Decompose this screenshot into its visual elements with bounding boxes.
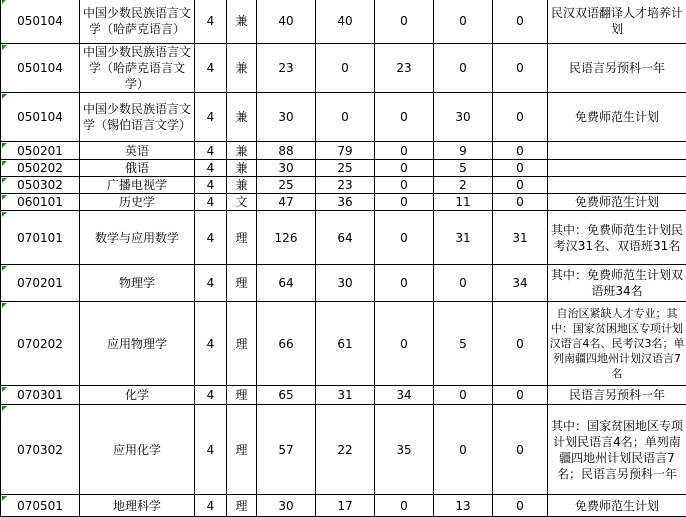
plan-total: 64 [257,265,316,302]
remark: 自治区紧缺人才专业；其中：国家贫困地区专项计划汉语言4名、民考汉3名；单列南疆四地州计划汉语言7名 [548,302,686,386]
plan-total: 30 [257,93,316,142]
plan-col-3: 0 [375,194,434,211]
subject-type: 兼 [227,0,257,44]
plan-total: 47 [257,194,316,211]
plan-col-3: 0 [375,142,434,160]
study-years: 4 [195,386,227,405]
plan-col-5: 0 [493,194,548,211]
plan-col-2: 61 [316,302,375,386]
study-years: 4 [195,405,227,495]
plan-col-4: 0 [434,386,493,405]
study-years: 4 [195,265,227,302]
plan-col-3: 34 [375,386,434,405]
plan-col-4: 13 [434,495,493,517]
major-code: 050104 [1,93,80,142]
plan-col-2: 22 [316,405,375,495]
table-row [1,142,686,160]
plan-col-2: 0 [316,93,375,142]
subject-type: 理 [227,386,257,405]
plan-col-4: 5 [434,302,493,386]
table-row [1,0,686,44]
subject-type: 理 [227,405,257,495]
plan-total: 126 [257,211,316,265]
plan-col-3: 0 [375,265,434,302]
remark: 民语言另预科一年 [548,386,686,405]
study-years: 4 [195,211,227,265]
plan-col-4: 31 [434,211,493,265]
plan-col-2: 0 [316,44,375,93]
remark [548,177,686,194]
plan-col-2: 64 [316,211,375,265]
major-code: 070101 [1,211,80,265]
plan-col-4: 11 [434,194,493,211]
subject-type: 文 [227,194,257,211]
plan-col-5: 34 [493,265,548,302]
major-name: 中国少数民族语言文学（锡伯语言文学） [80,93,195,142]
subject-type: 理 [227,302,257,386]
plan-col-2: 25 [316,160,375,177]
plan-col-2: 40 [316,0,375,44]
major-code: 070501 [1,495,80,517]
plan-total: 65 [257,386,316,405]
remark: 免费师范生计划 [548,93,686,142]
major-name: 英语 [80,142,195,160]
major-name: 数学与应用数学 [80,211,195,265]
remark: 免费师范生计划 [548,194,686,211]
plan-col-5: 31 [493,211,548,265]
major-name: 俄语 [80,160,195,177]
plan-col-4: 9 [434,142,493,160]
remark [548,160,686,177]
remark [548,142,686,160]
major-name: 中国少数民族语言文学（哈萨克语言） [80,0,195,44]
plan-col-3: 0 [375,93,434,142]
major-code: 050104 [1,0,80,44]
plan-col-4: 0 [434,44,493,93]
major-name: 历史学 [80,194,195,211]
subject-type: 理 [227,211,257,265]
plan-col-2: 36 [316,194,375,211]
subject-type: 兼 [227,44,257,93]
subject-type: 兼 [227,160,257,177]
table-row [1,495,686,517]
remark: 其中：国家贫困地区专项计划民语言4名；单列南疆四地州计划民语言7名；民语言另预科一年 [548,405,686,495]
remark: 民汉双语翻译人才培养计划 [548,0,686,44]
major-name: 地理科学 [80,495,195,517]
major-name: 化学 [80,386,195,405]
plan-total: 25 [257,177,316,194]
table-row [1,194,686,211]
study-years: 4 [195,194,227,211]
major-code: 070201 [1,265,80,302]
plan-col-4: 2 [434,177,493,194]
plan-col-3: 0 [375,177,434,194]
study-years: 4 [195,177,227,194]
subject-type: 兼 [227,177,257,194]
plan-col-3: 23 [375,44,434,93]
plan-total: 30 [257,160,316,177]
table-row [1,211,686,265]
plan-col-4: 0 [434,265,493,302]
major-name: 物理学 [80,265,195,302]
plan-col-5: 0 [493,44,548,93]
study-years: 4 [195,44,227,93]
subject-type: 理 [227,265,257,302]
study-years: 4 [195,160,227,177]
plan-col-5: 0 [493,386,548,405]
study-years: 4 [195,495,227,517]
major-name: 广播电视学 [80,177,195,194]
major-name: 应用物理学 [80,302,195,386]
study-years: 4 [195,0,227,44]
major-code: 050202 [1,160,80,177]
major-code: 050104 [1,44,80,93]
plan-col-5: 0 [493,142,548,160]
plan-col-5: 0 [493,93,548,142]
major-code: 070302 [1,405,80,495]
plan-col-3: 0 [375,0,434,44]
table-row [1,405,686,495]
major-code: 050302 [1,177,80,194]
plan-total: 23 [257,44,316,93]
major-code: 050201 [1,142,80,160]
table-row [1,177,686,194]
plan-total: 66 [257,302,316,386]
plan-col-4: 0 [434,405,493,495]
plan-col-5: 0 [493,0,548,44]
table-row [1,93,686,142]
plan-col-2: 79 [316,142,375,160]
plan-col-4: 30 [434,93,493,142]
plan-total: 88 [257,142,316,160]
study-years: 4 [195,93,227,142]
plan-col-5: 0 [493,177,548,194]
table-row [1,386,686,405]
major-code: 070301 [1,386,80,405]
major-name: 应用化学 [80,405,195,495]
plan-total: 40 [257,0,316,44]
plan-col-3: 0 [375,495,434,517]
study-years: 4 [195,302,227,386]
plan-col-3: 0 [375,302,434,386]
study-years: 4 [195,142,227,160]
remark: 其中：免费师范生计划双语班34名 [548,265,686,302]
subject-type: 兼 [227,142,257,160]
table-row [1,160,686,177]
table-row [1,302,686,386]
plan-col-2: 23 [316,177,375,194]
plan-col-5: 0 [493,405,548,495]
plan-col-4: 5 [434,160,493,177]
plan-col-3: 0 [375,160,434,177]
plan-col-4: 0 [434,0,493,44]
remark: 民语言另预科一年 [548,44,686,93]
major-name: 中国少数民族语言文学（哈萨克语言文学） [80,44,195,93]
remark: 免费师范生计划 [548,495,686,517]
plan-col-5: 0 [493,495,548,517]
table-row [1,265,686,302]
plan-col-3: 35 [375,405,434,495]
plan-col-5: 0 [493,302,548,386]
plan-col-5: 0 [493,160,548,177]
plan-col-2: 31 [316,386,375,405]
remark: 其中：免费师范生计划民考汉31名、双语班31名 [548,211,686,265]
plan-col-3: 0 [375,211,434,265]
plan-total: 57 [257,405,316,495]
major-code: 060101 [1,194,80,211]
plan-col-2: 30 [316,265,375,302]
subject-type: 兼 [227,93,257,142]
subject-type: 理 [227,495,257,517]
plan-total: 30 [257,495,316,517]
major-code: 070202 [1,302,80,386]
table-row [1,44,686,93]
plan-col-2: 17 [316,495,375,517]
